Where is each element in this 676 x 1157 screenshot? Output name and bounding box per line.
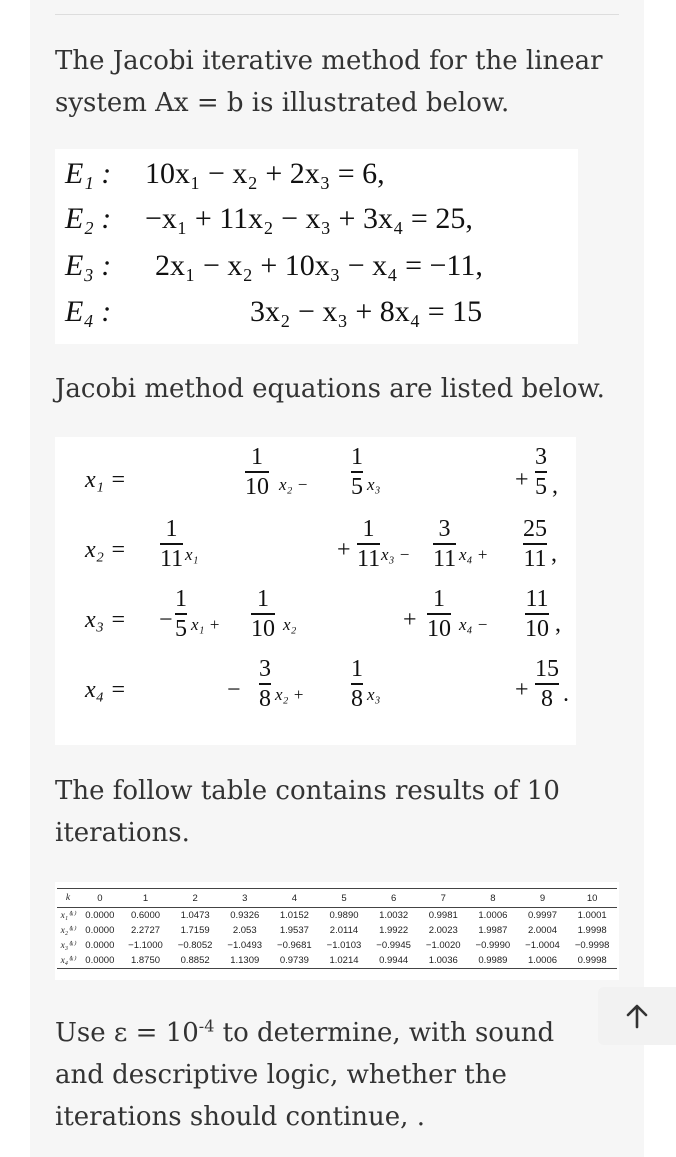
intro-text: The Jacobi iterative method for the linear system Ax = b is illustrated below. [55, 46, 603, 118]
divider [55, 14, 619, 15]
eq-label-2: E₂ : [65, 202, 112, 235]
frac-3-5: 3 5 [535, 444, 547, 500]
table-row: x₄⁽ᵏ⁾ 0.0000 1.8750 0.8852 1.1309 0.9739 1.0214 0.9944 1.0036 0.9989 1.0006 0.9998 [57, 953, 617, 969]
x2-lhs: x₂ = [85, 537, 127, 563]
eq-expr-1: 10x₁ − x₂ + 2x₃ = 6, [145, 157, 385, 190]
table-heading: The follow table contains results of 10 iterations. [55, 776, 560, 848]
header-k: k [57, 889, 79, 908]
frac-1-11-a: 1 11 [160, 516, 184, 572]
frac-25-11: 25 11 [523, 516, 547, 572]
x4-lhs: x₄ = [85, 677, 127, 703]
results-table [57, 888, 617, 969]
arrow-up-icon [624, 1002, 650, 1030]
question-text: Use $\varepsilon = 10^{-4}$ to determine, with sound and descriptive logic, whether the iterations should continue, . [55, 1016, 555, 1132]
frac-3-8: 3 8 [259, 656, 271, 712]
frac-1-5: 1 5 [351, 444, 363, 500]
frac-1-10: 1 10 [245, 444, 269, 500]
x1-lhs: x₁ = [85, 467, 127, 493]
content-card [30, 0, 644, 1157]
eq-label-1: E₁ : [65, 157, 112, 190]
results-table-figure [55, 882, 619, 980]
frac-15-8: 15 8 [535, 656, 559, 712]
frac-11-10: 11 10 [525, 586, 549, 642]
frac-1-8: 1 8 [351, 656, 363, 712]
eq-label-4: E₄ : [65, 295, 112, 328]
frac-1-10-b: 1 10 [251, 586, 275, 642]
jacobi-heading: Jacobi method equations are listed below. [55, 374, 605, 404]
frac-1-5-b: 1 5 [175, 586, 187, 642]
linear-system-figure [55, 149, 578, 344]
table-row: x₂⁽ᵏ⁾ 0.0000 2.2727 1.7159 2.053 1.9537 2.0114 1.9922 2.0023 1.9987 2.0004 1.9998 [60, 925, 607, 936]
eq-expr-2: −x₁ + 11x₂ − x₃ + 3x₄ = 25, [145, 202, 473, 235]
frac-1-10-c: 1 10 [427, 586, 451, 642]
table-row: x₃⁽ᵏ⁾ 0.0000 −1.1000 −0.8052 −1.0493 −0.9681 −1.0103 −0.9945 −1.0020 −0.9990 −1.0004 −0.9998 [60, 940, 610, 951]
epsilon-exponent: -4 [198, 1016, 215, 1036]
jacobi-equations-figure: x₁ = 1 10 x₂ − 1 5 x₃ + 3 5 , x₂ = 1 11 x₁ + 1 11 x₃ − 3 11 x₄ + 25 11 , x₃ = − 1 5 x₁ + 1 10 x₂ + 1 10 x₄ − 11 10 , x₄ = − 3 8 x₂ + 1 8 x₃ + 15 8 . [55, 437, 576, 745]
eq-label-3: E₃ : [65, 249, 112, 282]
eq-expr-4: 3x₂ − x₃ + 8x₄ = 15 [250, 295, 483, 328]
frac-1-11-b: 1 11 [357, 516, 381, 572]
table-row: x₁⁽ᵏ⁾ 0.0000 0.6000 1.0473 0.9326 1.0152 0.9890 1.0032 0.9981 1.0006 0.9997 1.0001 [60, 910, 607, 921]
table-header-row: k 0 1 2 3 4 5 6 7 8 9 10 [57, 889, 617, 908]
x3-lhs: x₃ = [85, 607, 127, 633]
eq-expr-3: 2x₁ − x₂ + 10x₃ − x₄ = −11, [155, 249, 483, 282]
frac-3-11: 3 11 [433, 516, 457, 572]
scroll-top-button[interactable] [598, 987, 676, 1045]
